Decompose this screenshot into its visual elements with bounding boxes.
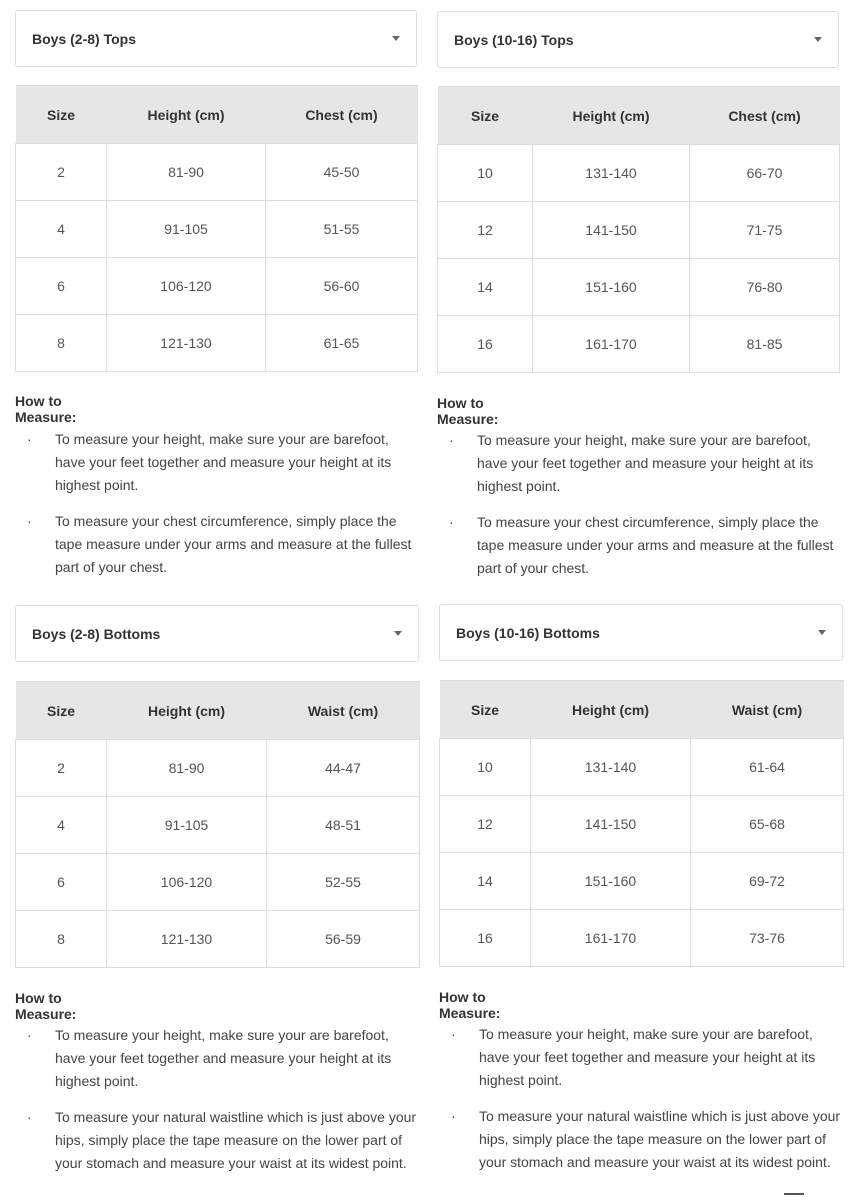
cell-waist: 48-51 — [267, 797, 420, 854]
size-table — [439, 680, 844, 967]
cell-size: 8 — [16, 315, 107, 372]
size-category-dropdown[interactable] — [15, 10, 417, 67]
cell-size: 4 — [16, 797, 107, 854]
column-header-chest: Chest (cm) — [690, 87, 840, 145]
cell-chest: 76-80 — [690, 259, 840, 316]
bullet-icon: · — [27, 431, 32, 447]
cell-height: 131-140 — [533, 145, 690, 202]
table-row — [16, 740, 420, 797]
dropdown-selected-value: Boys (10-16) Bottoms — [456, 624, 600, 641]
size-table — [15, 85, 418, 372]
instruction-text: To measure your natural waistline which is just above your hips, simply place the tape measure on the lower part of your stomach and measure your waist at its widest point. — [479, 1108, 841, 1170]
instruction-text: To measure your natural waistline which is just above your hips, simply place the tape measure on the lower part of your stomach and measure your waist at its widest point. — [55, 1109, 417, 1171]
bullet-icon: · — [449, 432, 454, 448]
cell-waist: 65-68 — [691, 796, 844, 853]
table-row — [438, 202, 840, 259]
cell-height: 91-105 — [107, 201, 266, 258]
cell-size: 2 — [16, 740, 107, 797]
cell-height: 141-150 — [533, 202, 690, 259]
instruction-text: To measure your height, make sure your are barefoot, have your feet together and measure your height at its highest point. — [479, 1026, 816, 1088]
table-row — [438, 316, 840, 373]
cell-height: 161-170 — [533, 316, 690, 373]
cell-chest: 71-75 — [690, 202, 840, 259]
table-row — [16, 911, 420, 968]
bullet-icon: · — [451, 1026, 456, 1042]
column-header-height: Height (cm) — [533, 87, 690, 145]
instruction-text: To measure your height, make sure your are barefoot, have your feet together and measure your height at its highest point. — [55, 1027, 392, 1089]
cell-height: 121-130 — [107, 911, 267, 968]
column-header-size: Size — [440, 681, 531, 739]
list-item — [15, 1106, 419, 1175]
instruction-text: To measure your height, make sure your are barefoot, have your feet together and measure your height at its highest point. — [477, 432, 814, 494]
cell-waist: 73-76 — [691, 910, 844, 967]
how-to-measure-heading: How to Measure: — [437, 395, 499, 427]
list-item — [437, 429, 842, 498]
bullet-icon: · — [449, 514, 454, 530]
chevron-down-icon — [394, 631, 402, 636]
cell-height: 151-160 — [533, 259, 690, 316]
cell-waist: 56-59 — [267, 911, 420, 968]
cell-size: 10 — [438, 145, 533, 202]
cell-size: 12 — [438, 202, 533, 259]
cell-chest: 56-60 — [266, 258, 418, 315]
measure-instructions — [439, 1023, 844, 1187]
bullet-icon: · — [451, 1108, 456, 1124]
table-header-row — [16, 682, 420, 740]
cell-chest: 61-65 — [266, 315, 418, 372]
table-row — [440, 910, 844, 967]
dropdown-selected-value: Boys (2-8) Bottoms — [32, 625, 161, 642]
column-header-waist: Waist (cm) — [691, 681, 844, 739]
cell-size: 14 — [440, 853, 531, 910]
size-category-dropdown[interactable] — [15, 605, 419, 662]
cell-size: 8 — [16, 911, 107, 968]
cell-size: 16 — [440, 910, 531, 967]
table-header-row — [440, 681, 844, 739]
table-row — [438, 145, 840, 202]
cell-height: 161-170 — [531, 910, 691, 967]
column-header-size: Size — [438, 87, 533, 145]
dropdown-selected-value: Boys (2-8) Tops — [32, 30, 136, 47]
dropdown-selected-value: Boys (10-16) Tops — [454, 31, 574, 48]
size-category-dropdown[interactable] — [439, 604, 843, 661]
chevron-down-icon — [814, 37, 822, 42]
bullet-icon: · — [27, 513, 32, 529]
cell-height: 141-150 — [531, 796, 691, 853]
scroll-indicator — [784, 1193, 804, 1195]
table-row — [16, 144, 418, 201]
instruction-text: To measure your chest circumference, simply place the tape measure under your arms and measure at the fullest part of your chest. — [477, 514, 834, 576]
cell-chest: 81-85 — [690, 316, 840, 373]
cell-size: 10 — [440, 739, 531, 796]
cell-size: 2 — [16, 144, 107, 201]
measure-instructions — [437, 429, 842, 593]
list-item — [439, 1105, 844, 1174]
column-header-chest: Chest (cm) — [266, 86, 418, 144]
list-item — [437, 511, 842, 580]
measure-instructions — [15, 428, 417, 592]
cell-waist: 52-55 — [267, 854, 420, 911]
column-header-height: Height (cm) — [107, 86, 266, 144]
size-table — [15, 681, 420, 968]
list-item — [15, 1024, 419, 1093]
cell-size: 4 — [16, 201, 107, 258]
cell-size: 14 — [438, 259, 533, 316]
cell-chest: 51-55 — [266, 201, 418, 258]
table-header-row — [16, 86, 418, 144]
table-row — [438, 259, 840, 316]
list-item — [439, 1023, 844, 1092]
table-row — [16, 258, 418, 315]
cell-chest: 66-70 — [690, 145, 840, 202]
cell-size: 6 — [16, 258, 107, 315]
bullet-icon: · — [27, 1109, 32, 1125]
table-row — [16, 315, 418, 372]
list-item — [15, 510, 417, 579]
cell-size: 16 — [438, 316, 533, 373]
column-header-size: Size — [16, 86, 107, 144]
cell-size: 12 — [440, 796, 531, 853]
chevron-down-icon — [392, 36, 400, 41]
cell-height: 151-160 — [531, 853, 691, 910]
list-item — [15, 428, 417, 497]
instruction-text: To measure your height, make sure your are barefoot, have your feet together and measure your height at its highest point. — [55, 431, 392, 493]
cell-height: 131-140 — [531, 739, 691, 796]
cell-height: 91-105 — [107, 797, 267, 854]
chevron-down-icon — [818, 630, 826, 635]
cell-waist: 69-72 — [691, 853, 844, 910]
how-to-measure-heading: How to Measure: — [439, 989, 501, 1021]
table-row — [440, 853, 844, 910]
measure-instructions — [15, 1024, 419, 1188]
cell-height: 81-90 — [107, 740, 267, 797]
table-row — [440, 739, 844, 796]
column-header-size: Size — [16, 682, 107, 740]
how-to-measure-heading: How to Measure: — [15, 990, 77, 1022]
table-header-row — [438, 87, 840, 145]
cell-waist: 44-47 — [267, 740, 420, 797]
column-header-waist: Waist (cm) — [267, 682, 420, 740]
table-row — [440, 796, 844, 853]
cell-height: 106-120 — [107, 258, 266, 315]
cell-height: 81-90 — [107, 144, 266, 201]
size-category-dropdown[interactable] — [437, 11, 839, 68]
bullet-icon: · — [27, 1027, 32, 1043]
table-row — [16, 201, 418, 258]
column-header-height: Height (cm) — [107, 682, 267, 740]
cell-waist: 61-64 — [691, 739, 844, 796]
cell-size: 6 — [16, 854, 107, 911]
table-row — [16, 797, 420, 854]
cell-chest: 45-50 — [266, 144, 418, 201]
how-to-measure-heading: How to Measure: — [15, 393, 77, 425]
cell-height: 121-130 — [107, 315, 266, 372]
size-table — [437, 86, 840, 373]
column-header-height: Height (cm) — [531, 681, 691, 739]
instruction-text: To measure your chest circumference, simply place the tape measure under your arms and measure at the fullest part of your chest. — [55, 513, 412, 575]
table-row — [16, 854, 420, 911]
cell-height: 106-120 — [107, 854, 267, 911]
